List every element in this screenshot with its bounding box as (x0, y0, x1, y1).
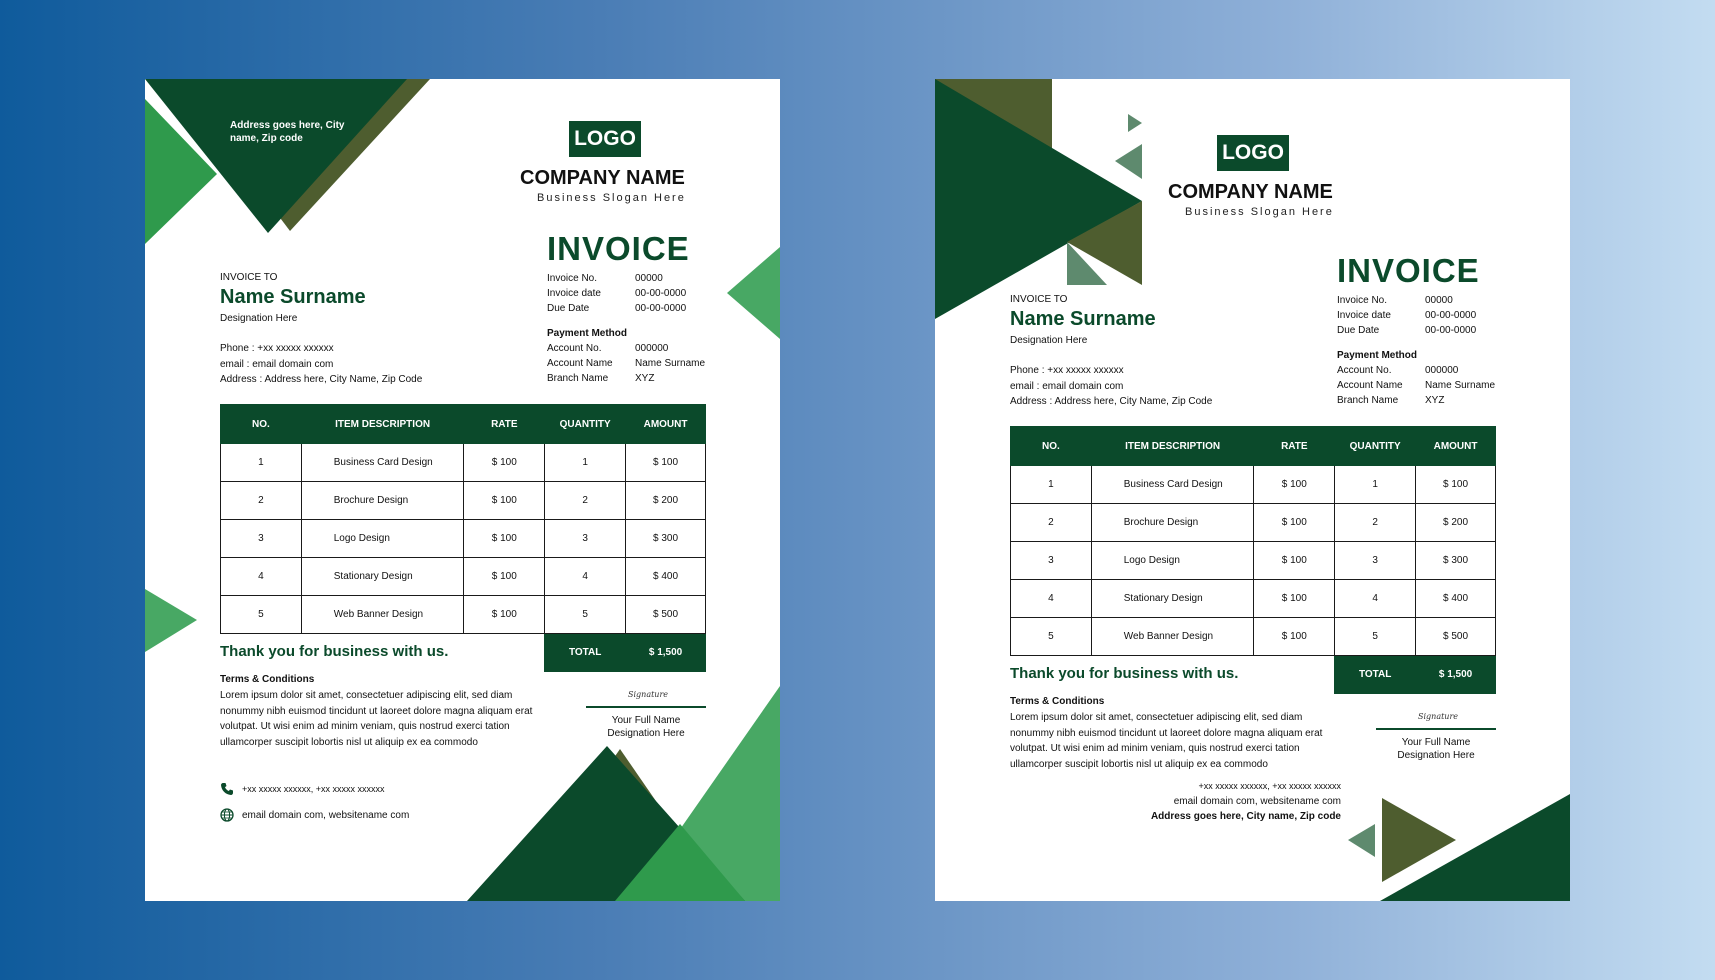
col-header-quantity: QUANTITY (545, 405, 626, 444)
payment-label: Branch Name (1337, 395, 1399, 406)
footer-phone: +xx xxxxx xxxxxx, +xx xxxxx xxxxxx (1198, 781, 1341, 791)
total-label: TOTAL (545, 634, 626, 672)
signature-line (586, 706, 706, 708)
client-email: email : email domain com (220, 359, 334, 370)
cell-rate: $ 100 (1254, 542, 1335, 580)
signer-block (586, 714, 706, 740)
company-name: COMPANY NAME (1168, 181, 1333, 203)
info-value: 00-00-0000 (635, 288, 687, 299)
cell-description: Logo Design (1091, 542, 1254, 580)
info-label: Due Date (547, 303, 590, 314)
invoice-info-row (1337, 310, 1476, 321)
cell-quantity: 2 (545, 482, 626, 520)
client-designation: Designation Here (220, 313, 298, 324)
phone-icon (220, 782, 234, 796)
empty-cell (1254, 656, 1335, 694)
payment-value: 000000 (635, 343, 669, 354)
cell-rate: $ 100 (464, 520, 545, 558)
info-label: Invoice date (547, 288, 601, 299)
invoice-to-label: INVOICE TO (1010, 294, 1068, 305)
cell-amount: $ 500 (1416, 618, 1496, 656)
signer-designation: Designation Here (1397, 750, 1475, 761)
terms-text: Lorem ipsum dolor sit amet, consectetuer adipiscing elit, sed diam nonummy nibh euismod tincidunt ut laoreet dolore magna aliquam erat volutpat. Ut wisi enim ad minim veniam, quis nostrud exerci tation ullamcorper suscipit lobortis nisl ut aliquip ex ea commodo (220, 690, 533, 748)
client-name: Name Surname (1010, 308, 1156, 330)
cell-no: 5 (1011, 618, 1092, 656)
invoice-to-label: INVOICE TO (220, 272, 278, 283)
cell-no: 3 (1011, 542, 1092, 580)
client-address: Address : Address here, City Name, Zip Code (1010, 396, 1213, 407)
deco-tri-small-2 (1115, 144, 1142, 179)
cell-description: Stationary Design (301, 558, 464, 596)
payment-row (1337, 380, 1495, 391)
globe-icon (220, 808, 234, 822)
payment-value: Name Surname (1425, 380, 1496, 391)
payment-row (1337, 395, 1495, 406)
payment-value: XYZ (635, 373, 655, 384)
cell-amount: $ 100 (626, 444, 706, 482)
cell-amount: $ 400 (626, 558, 706, 596)
info-value: 00-00-0000 (1425, 325, 1477, 336)
table-row (221, 558, 706, 596)
cell-description: Stationary Design (1091, 580, 1254, 618)
cell-no: 5 (221, 596, 302, 634)
payment-value: Name Surname (635, 358, 706, 369)
cell-no: 1 (221, 444, 302, 482)
cell-amount: $ 200 (626, 482, 706, 520)
cell-description: Business Card Design (301, 444, 464, 482)
col-header-amount: AMOUNT (1416, 427, 1496, 466)
cell-no: 2 (1011, 504, 1092, 542)
empty-cell (464, 634, 545, 672)
cell-quantity: 3 (545, 520, 626, 558)
col-header-description: ITEM DESCRIPTION (301, 405, 464, 444)
footer-address: Address goes here, City name, Zip code (1150, 811, 1341, 822)
cell-amount: $ 300 (1416, 542, 1496, 580)
terms-title: Terms & Conditions (1010, 696, 1105, 707)
cell-description: Logo Design (301, 520, 464, 558)
table-header-row (221, 405, 706, 444)
table-row (221, 596, 706, 634)
cell-description: Business Card Design (1091, 466, 1254, 504)
invoice-page-right (935, 79, 1570, 901)
table-row (1011, 504, 1496, 542)
info-value: 00000 (635, 273, 663, 284)
cell-quantity: 2 (1335, 504, 1416, 542)
invoice-info-row (547, 303, 686, 314)
invoice-info-row (547, 288, 686, 299)
cell-description: Brochure Design (1091, 504, 1254, 542)
cell-description: Brochure Design (301, 482, 464, 520)
cell-quantity: 4 (545, 558, 626, 596)
cell-no: 1 (1011, 466, 1092, 504)
invoice-info-row (1337, 295, 1476, 306)
thank-you-message: Thank you for business with us. (220, 643, 449, 660)
signer-name: Your Full Name (1401, 737, 1471, 748)
table-header-row (1011, 427, 1496, 466)
cell-description: Web Banner Design (1091, 618, 1254, 656)
cell-amount: $ 100 (1416, 466, 1496, 504)
invoice-info (1337, 295, 1476, 336)
col-header-no: NO. (221, 405, 302, 444)
items-table (1010, 426, 1496, 694)
signer-name: Your Full Name (611, 715, 681, 726)
cell-rate: $ 100 (464, 596, 545, 634)
payment-label: Account Name (1337, 380, 1403, 391)
col-header-rate: RATE (1254, 427, 1335, 466)
table-row (1011, 466, 1496, 504)
table-row (1011, 618, 1496, 656)
cell-quantity: 1 (545, 444, 626, 482)
payment-value: XYZ (1425, 395, 1445, 406)
cell-no: 3 (221, 520, 302, 558)
footer-web: email domain com, websitename com (1173, 796, 1341, 807)
payment-method-title: Payment Method (547, 328, 628, 339)
info-value: 00-00-0000 (1425, 310, 1477, 321)
company-slogan: Business Slogan Here (1185, 206, 1334, 218)
payment-label: Branch Name (547, 373, 609, 384)
client-designation: Designation Here (1010, 335, 1088, 346)
table-row (221, 520, 706, 558)
signer-designation: Designation Here (607, 728, 685, 739)
company-logo: LOGO (569, 121, 641, 157)
info-value: 00-00-0000 (635, 303, 687, 314)
client-name: Name Surname (220, 286, 366, 308)
col-header-rate: RATE (464, 405, 545, 444)
cell-rate: $ 100 (464, 558, 545, 596)
header-address: Address goes here, City name, Zip code (230, 120, 345, 144)
invoice-info-row (547, 273, 686, 284)
company-logo: LOGO (1217, 135, 1289, 171)
deco-tri-right-mid (727, 247, 780, 339)
info-label: Invoice date (1337, 310, 1391, 321)
cell-no: 2 (221, 482, 302, 520)
payment-info (1337, 365, 1495, 406)
payment-row (547, 373, 705, 384)
info-label: Due Date (1337, 325, 1380, 336)
payment-label: Account No. (547, 343, 602, 354)
invoice-info (547, 273, 686, 314)
client-phone: Phone : +xx xxxxx xxxxxx (1010, 365, 1124, 376)
terms-title: Terms & Conditions (220, 674, 315, 685)
deco-tri-small-1 (1128, 114, 1142, 132)
client-phone: Phone : +xx xxxxx xxxxxx (220, 343, 334, 354)
table-row (1011, 580, 1496, 618)
cell-description: Web Banner Design (301, 596, 464, 634)
cell-no: 4 (1011, 580, 1092, 618)
cell-rate: $ 100 (1254, 504, 1335, 542)
signer-block (1376, 736, 1496, 762)
thank-you-message: Thank you for business with us. (1010, 665, 1239, 682)
company-slogan: Business Slogan Here (537, 192, 686, 204)
invoice-page-left (145, 79, 780, 901)
terms-text: Lorem ipsum dolor sit amet, consectetuer adipiscing elit, sed diam nonummy nibh euismod tincidunt ut laoreet dolore magna aliquam erat volutpat. Ut wisi enim ad minim veniam, quis nostrud exerci tation ullamcorper suscipit lobortis nisl ut aliquip ex ea commodo (1010, 712, 1323, 770)
cell-rate: $ 100 (1254, 618, 1335, 656)
company-name: COMPANY NAME (520, 167, 685, 189)
client-address: Address : Address here, City Name, Zip Code (220, 374, 423, 385)
cell-amount: $ 200 (1416, 504, 1496, 542)
items-table (220, 404, 706, 672)
cell-no: 4 (221, 558, 302, 596)
cell-rate: $ 100 (1254, 466, 1335, 504)
cell-quantity: 3 (1335, 542, 1416, 580)
cell-amount: $ 500 (626, 596, 706, 634)
cell-amount: $ 400 (1416, 580, 1496, 618)
info-label: Invoice No. (1337, 295, 1388, 306)
signature-script: Signature (1418, 712, 1459, 721)
table-row (221, 444, 706, 482)
col-header-no: NO. (1011, 427, 1092, 466)
col-header-description: ITEM DESCRIPTION (1091, 427, 1254, 466)
payment-row (547, 358, 705, 369)
cell-quantity: 5 (545, 596, 626, 634)
deco-tri-left-mid (145, 589, 197, 652)
total-label: TOTAL (1335, 656, 1416, 694)
invoice-info-row (1337, 325, 1476, 336)
signature-script: Signature (628, 690, 669, 699)
table-row (221, 482, 706, 520)
total-value: $ 1,500 (1416, 656, 1496, 694)
payment-value: 000000 (1425, 365, 1459, 376)
col-header-quantity: QUANTITY (1335, 427, 1416, 466)
footer-phone: +xx xxxxx xxxxxx, +xx xxxxx xxxxxx (242, 784, 385, 794)
col-header-amount: AMOUNT (626, 405, 706, 444)
cell-quantity: 4 (1335, 580, 1416, 618)
cell-amount: $ 300 (626, 520, 706, 558)
footer-web: email domain com, websitename com (242, 810, 410, 821)
invoice-title: INVOICE (547, 230, 690, 267)
signature-line (1376, 728, 1496, 730)
payment-row (1337, 365, 1495, 376)
payment-method-title: Payment Method (1337, 350, 1418, 361)
deco-tri-bottom-gray (1348, 824, 1375, 857)
payment-row (547, 343, 705, 354)
client-email: email : email domain com (1010, 381, 1124, 392)
cell-rate: $ 100 (464, 444, 545, 482)
payment-label: Account Name (547, 358, 613, 369)
payment-info (547, 343, 705, 384)
table-row (1011, 542, 1496, 580)
invoice-title: INVOICE (1337, 252, 1480, 289)
cell-rate: $ 100 (464, 482, 545, 520)
payment-label: Account No. (1337, 365, 1392, 376)
cell-quantity: 1 (1335, 466, 1416, 504)
total-value: $ 1,500 (626, 634, 706, 672)
info-label: Invoice No. (547, 273, 598, 284)
cell-rate: $ 100 (1254, 580, 1335, 618)
info-value: 00000 (1425, 295, 1453, 306)
cell-quantity: 5 (1335, 618, 1416, 656)
